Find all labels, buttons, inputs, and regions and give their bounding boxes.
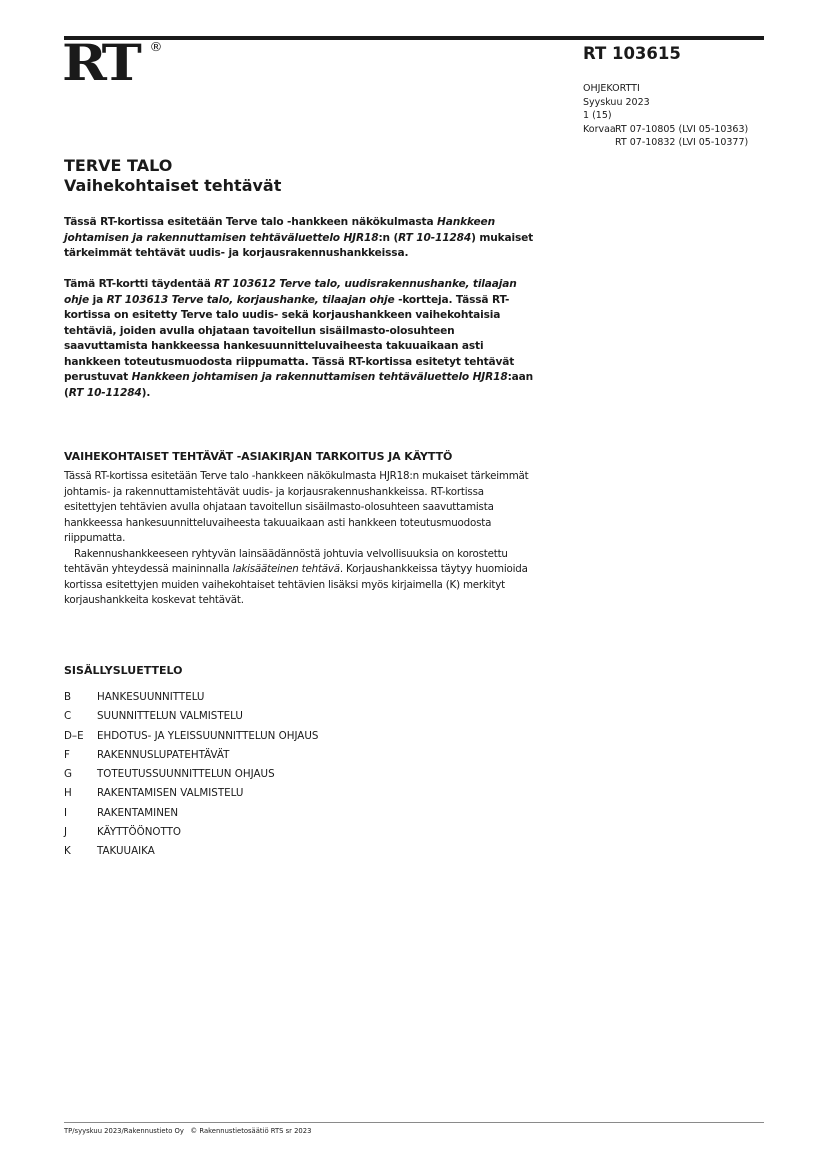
toc-item[interactable] [64, 707, 318, 726]
registered-mark: ® [149, 40, 163, 54]
replaces-item: RT 07-10805 (LVI 05-10363) [615, 123, 749, 135]
footer-rule [64, 1122, 764, 1123]
toc-item-label: HANKESUUNNITTELU [97, 691, 205, 703]
replaces-item: RT 07-10832 (LVI 05-10377) [615, 137, 749, 148]
toc-item-code: G [64, 768, 72, 781]
toc-item-label: KÄYTTÖÖNOTTO [97, 826, 182, 839]
toc-item[interactable] [64, 784, 318, 803]
text-run: ). [141, 386, 151, 399]
toc-item-code: I [64, 806, 68, 819]
toc-item-code: J [64, 826, 68, 839]
footer [64, 1127, 311, 1135]
italic-run: Hankkeen johtamisen ja rakennuttamisen tehtäväluettelo HJR18 [131, 371, 508, 383]
toc-item[interactable] [64, 688, 318, 707]
text-run: :aan ( [64, 371, 534, 399]
toc-item-label: TOTEUTUSSUUNNITTELUN OHJAUS [97, 768, 275, 781]
toc-item[interactable] [64, 727, 318, 746]
page-number: 1 (15) [583, 110, 612, 121]
text-run: -kortteja. Tässä RT-kortissa on esitetty Terve talo uudis- sekä korjaushankkeen vaihekohtaisia tehtäviä, joiden avulla ohjataan tavoitellun sisäilmasto-olosuhteen saavuttamista hankkeessa hankesuunnitteluvaiheesta takuuaikaan asti hankkeen toteutusmuodosta riippumatta. Tässä RT-kortissa esitetyt tehtävät perustuvat [64, 293, 515, 383]
toc-item-label: RAKENNUSLUPATEHTÄVÄT [97, 748, 230, 761]
toc-item-code: F [64, 748, 70, 761]
document-meta [583, 82, 748, 150]
text-run: Rakennushankkeeseen ryhtyvän lainsäädännöstä johtuvia velvollisuuksia on korostettu tehtävän yhteydessä maininnalla [64, 547, 508, 575]
italic-run: RT 10-11284 [68, 386, 142, 399]
italic-run: RT 103612 Terve talo, uudisrakennushanke, tilaajan ohje [64, 278, 517, 306]
logo-text: RT [62, 33, 138, 92]
rt-logo [62, 33, 163, 92]
toc-item-label: RAKENTAMISEN VALMISTELU [97, 787, 244, 800]
text-run: . Korjaushankkeissa täytyy huomioida kortissa esitettyjen muiden vaihekohtaiset tehtävien lisäksi myös kirjaimella (K) merkityt korjaushankkeita koskevat tehtävät. [64, 563, 528, 606]
toc-item[interactable] [64, 746, 318, 765]
toc-item-code: K [64, 845, 71, 858]
text-run: :n ( [378, 231, 399, 244]
top-rule [64, 36, 764, 40]
text-run: Tämä RT-kortti täydentää [64, 278, 215, 290]
replaces-label: Korvaa [583, 123, 616, 135]
section-paragraph-1: Tässä RT-kortissa esitetään Terve talo -hankkeen näkökulmasta HJR18:n mukaiset tärkeimmät johtamis- ja rakennuttamistehtävät uudis- ja korjausrakennushankkeissa. RT-kortissa esitettyjen tehtävien avulla ohjataan tavoitellun sisäilmasto-olosuhteen saavuttamista hankkeessa hankesuunnitteluvaiheesta takuuaikaan asti hankkeen toteutusmuodosta riippumatta. [64, 470, 529, 544]
purpose-section [64, 450, 534, 609]
toc-item-code: H [64, 787, 72, 800]
toc-item[interactable] [64, 842, 318, 861]
document-number: RT 103615 [583, 44, 681, 63]
toc-item-code: B [64, 691, 72, 703]
toc-item-code: C [64, 710, 72, 723]
section-heading: VAIHEKOHTAISET TEHTÄVÄT -ASIAKIRJAN TARKOITUS JA KÄYTTÖ [64, 450, 453, 463]
toc-item-code: D–E [64, 729, 84, 742]
toc-item[interactable] [64, 765, 318, 784]
document-title [64, 156, 281, 196]
italic-run: RT 103613 Terve talo, korjaushanke, tilaajan ohje [106, 293, 395, 306]
replaces-row [583, 136, 748, 150]
text-run: ja [89, 293, 107, 306]
toc-item-label: TAKUUAIKA [97, 845, 155, 858]
toc-item-label: SUUNNITTELUN VALMISTELU [97, 710, 243, 723]
toc-heading: SISÄLLYSLUETTELO [64, 664, 183, 677]
toc-list [64, 688, 318, 862]
toc-item[interactable] [64, 804, 318, 823]
italic-run: RT 10-11284 [398, 231, 472, 244]
intro-paragraph-1 [64, 215, 534, 262]
intro [64, 215, 534, 417]
text-run: ) mukaiset tärkeimmät tehtävät uudis- ja korjausrakennushankkeissa. [64, 231, 534, 259]
toc-item-label: EHDOTUS- JA YLEISSUUNNITTELUN OHJAUS [97, 729, 319, 742]
replaces-row [583, 123, 748, 137]
title-main: TERVE TALO [64, 156, 173, 175]
document-date: Syyskuu 2023 [583, 96, 650, 108]
intro-paragraph-2 [64, 277, 534, 401]
card-type: OHJEKORTTI [583, 83, 640, 94]
text-run: Tässä RT-kortissa esitetään Terve talo -hankkeen näkökulmasta [64, 216, 437, 228]
italic-run: Hankkeen johtamisen ja rakennuttamisen tehtäväluettelo HJR18 [64, 216, 495, 244]
toc-item-label: RAKENTAMINEN [97, 806, 179, 819]
toc-item[interactable] [64, 823, 318, 842]
title-sub: Vaihekohtaiset tehtävät [64, 176, 282, 195]
footer-publisher: TP/syyskuu 2023/Rakennustieto Oy [64, 1127, 184, 1135]
table-of-contents [64, 664, 318, 862]
italic-run: lakisääteinen tehtävä [232, 563, 340, 575]
section-paragraph-2 [64, 547, 534, 609]
footer-copyright: © Rakennustietosäätiö RTS sr 2023 [190, 1127, 312, 1135]
